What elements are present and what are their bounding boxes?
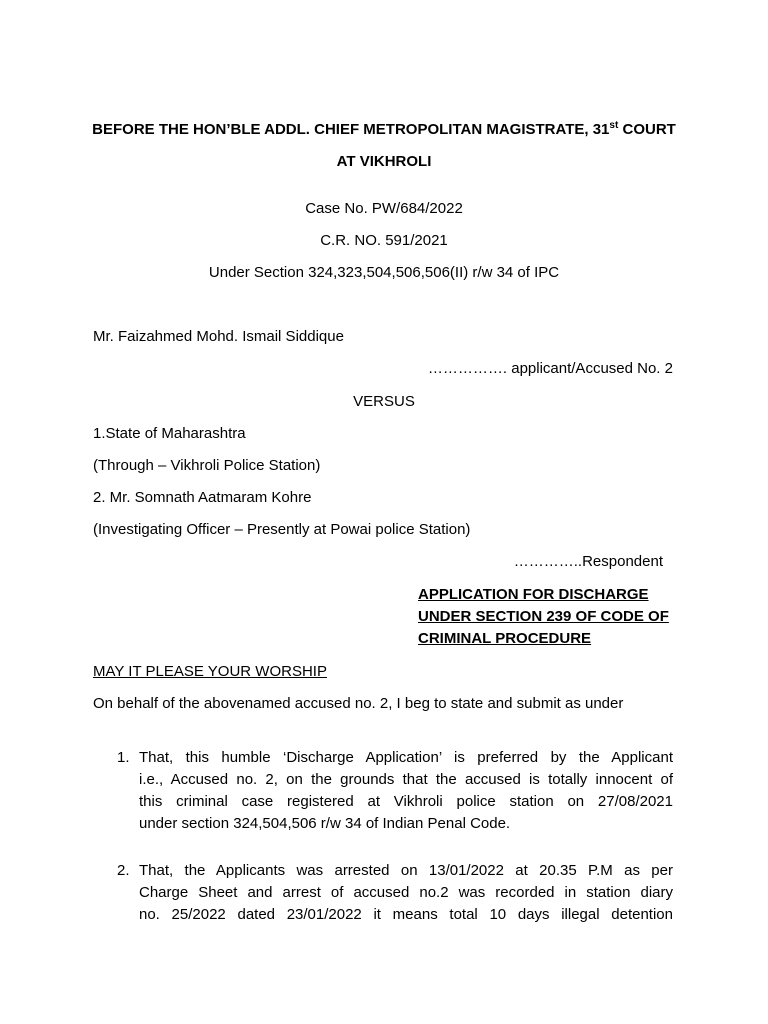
applicant-role: ……………. applicant/Accused No. 2: [427, 360, 673, 377]
application-title-line3: CRIMINAL PROCEDURE: [418, 630, 592, 647]
point-1-line-4: under section 324,504,506 r/w 34 of Indian Penal Code.: [139, 815, 511, 832]
point-2-line-1: That, the Applicants was arrested on 13/01/2022 at 20.35 P.M as per: [139, 862, 673, 879]
respondent-2-role: (Investigating Officer – Presently at Powai police Station): [93, 521, 471, 538]
court-heading-line1: [0, 119, 768, 141]
case-number: Case No. PW/684/2022: [305, 200, 463, 217]
versus-label: VERSUS: [353, 393, 415, 410]
respondent-label: …………..Respondent: [513, 553, 663, 570]
application-title-line2: UNDER SECTION 239 OF CODE OF: [418, 608, 669, 625]
point-1-line-1: That, this humble ‘Discharge Application’ is preferred by the Applicant: [139, 749, 673, 766]
court-heading-text: BEFORE THE HON’BLE ADDL. CHIEF METROPOLITAN MAGISTRATE, 31: [92, 121, 610, 138]
respondent-1-via: (Through – Vikhroli Police Station): [93, 457, 321, 474]
intro-paragraph: On behalf of the abovenamed accused no. 2, I beg to state and submit as under: [93, 695, 624, 712]
court-heading-court: COURT: [618, 121, 676, 138]
court-heading-line2: AT VIKHROLI: [336, 153, 432, 170]
court-heading-superscript: st: [609, 120, 619, 131]
respondent-1: 1.State of Maharashtra: [93, 425, 246, 442]
point-1-line-2: i.e., Accused no. 2, on the grounds that the accused is totally innocent of: [139, 771, 673, 788]
point-1-line-3: this criminal case registered at Vikhroli police station on 27/08/2021: [139, 793, 673, 810]
respondent-2: 2. Mr. Somnath Aatmaram Kohre: [93, 489, 312, 506]
point-2-line-2: Charge Sheet and arrest of accused no.2 was recorded in station diary: [139, 884, 673, 901]
salutation: MAY IT PLEASE YOUR WORSHIP: [93, 663, 327, 680]
point-1-number: 1.: [117, 749, 130, 766]
point-2-text: [139, 860, 673, 926]
point-1-text: [139, 747, 673, 835]
cr-number: C.R. NO. 591/2021: [320, 232, 448, 249]
section-line: Under Section 324,323,504,506,506(II) r/w 34 of IPC: [208, 264, 560, 281]
application-title-line1: APPLICATION FOR DISCHARGE: [418, 586, 649, 603]
point-2-line-3: no. 25/2022 dated 23/01/2022 it means total 10 days illegal detention: [139, 906, 673, 923]
applicant-name: Mr. Faizahmed Mohd. Ismail Siddique: [93, 328, 344, 345]
point-2-number: 2.: [117, 862, 130, 879]
